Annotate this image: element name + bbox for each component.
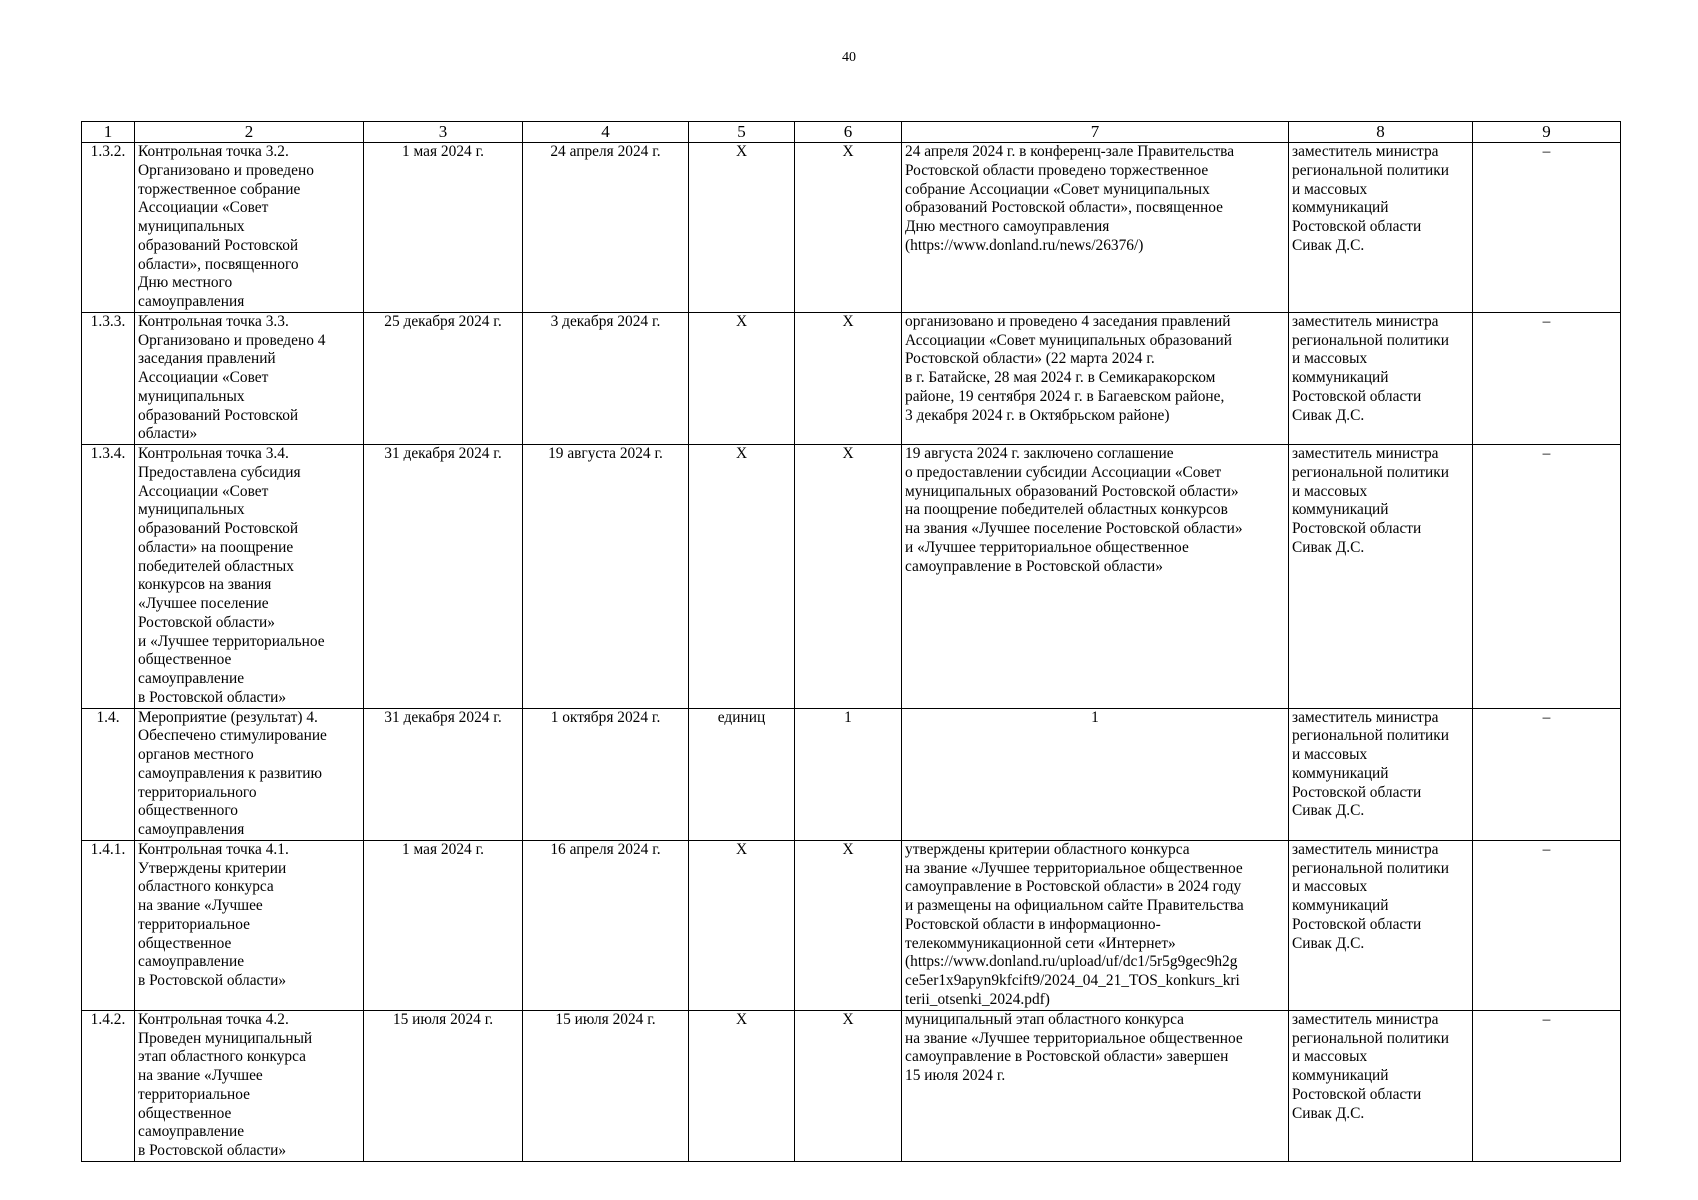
execution-info-line: ce5er1x9apyn9kfcift9/2024_04_21_TOS_konkurs_kri [905,972,1240,989]
page-number: 40 [842,50,856,65]
item-name-line: областного конкурса [138,878,274,896]
report-table [81,121,1621,1162]
execution-info-line: 1 [1091,708,1099,726]
responsible-person-line: Ростовской области [1292,1085,1422,1103]
item-name-line: общественное [138,934,232,952]
responsible-person-line: и массовых [1292,482,1368,500]
item-name-line: муниципальных [138,501,245,519]
item-name [135,1010,364,1161]
table-row [82,143,1621,313]
responsible-person-line: заместитель министра [1292,143,1439,160]
execution-info-line: муниципальных образований Ростовской области» [905,482,1239,500]
column-header-3: 3 [364,122,523,143]
execution-info-line: (https://www.donland.ru/news/26376/) [905,236,1144,254]
item-name-line: Дню местного [138,274,233,292]
responsible-person [1289,708,1473,840]
plan-date: 1 мая 2024 г. [364,143,523,313]
responsible-person [1289,1010,1473,1161]
item-name-line: Контрольная точка 3.2. [138,143,289,160]
row-number: 1.3.3. [82,312,135,444]
responsible-person-line: коммуникаций [1292,199,1389,217]
item-name-line: в Ростовской области» [138,688,287,706]
execution-info-line: и «Лучшее территориальное общественное [905,538,1189,556]
item-name-line: самоуправление [138,670,245,687]
responsible-person-line: заместитель министра [1292,1010,1439,1028]
value: Х [795,143,902,313]
item-name [135,708,364,840]
fact-date: 3 декабря 2024 г. [523,312,689,444]
column-header-2: 2 [135,122,364,143]
execution-info-line: на звания «Лучшее поселение Ростовской области» [905,520,1243,537]
execution-info-line: телекоммуникационной сети «Интернет» [905,934,1176,952]
item-name-line: Утверждены критерии [138,859,287,877]
plan-date: 1 мая 2024 г. [364,840,523,1010]
responsible-person-line: Ростовской области [1292,783,1422,801]
item-name [135,143,364,313]
execution-info [902,143,1289,313]
execution-info [902,1010,1289,1161]
execution-info [902,708,1289,840]
value: Х [795,312,902,444]
note: – [1473,445,1621,709]
responsible-person-line: региональной политики [1292,1029,1450,1047]
execution-info-line: 24 апреля 2024 г. в конференц-зале Правительства [905,143,1235,160]
responsible-person-line: Сивак Д.С. [1292,934,1365,952]
execution-info [902,312,1289,444]
responsible-person-line: коммуникаций [1292,764,1389,782]
responsible-person [1289,312,1473,444]
item-name-line: Организовано и проведено [138,161,314,179]
execution-info-line: Ростовской области в информационно- [905,915,1161,933]
row-number: 1.4.1. [82,840,135,1010]
responsible-person [1289,445,1473,709]
fact-date: 15 июля 2024 г. [523,1010,689,1161]
plan-date: 25 декабря 2024 г. [364,312,523,444]
item-name [135,840,364,1010]
item-name-line: Обеспечено стимулирование [138,727,327,745]
table-row [82,445,1621,709]
responsible-person-line: заместитель министра [1292,708,1439,726]
column-header-5: 5 [689,122,795,143]
item-name-line: Контрольная точка 4.1. [138,840,289,858]
responsible-person-line: региональной политики [1292,331,1450,349]
execution-info-line: 15 июля 2024 г. [905,1067,1006,1084]
execution-info-line: terii_otsenki_2024.pdf) [905,990,1050,1008]
item-name-line: торжественное собрание [138,180,301,198]
execution-info-line: собрание Ассоциации «Совет муниципальных [905,180,1210,198]
column-header-6: 6 [795,122,902,143]
column-header-1: 1 [82,122,135,143]
item-name-line: на звание «Лучшее [138,897,263,914]
responsible-person-line: заместитель министра [1292,445,1439,462]
item-name-line: общественное [138,651,232,669]
row-number: 1.3.2. [82,143,135,313]
execution-info-line: в г. Батайске, 28 мая 2024 г. в Семикаракорском [905,369,1216,386]
item-name-line: Ростовской области» [138,613,275,631]
execution-info-line: организовано и проведено 4 заседания правлений [905,312,1231,330]
item-name-line: заседания правлений [138,350,276,368]
table-row [82,840,1621,1010]
item-name-line: области» на поощрение [138,538,294,556]
item-name-line: самоуправление [138,953,245,971]
column-header-4: 4 [523,122,689,143]
item-name-line: территориального [138,783,257,801]
table-row [82,708,1621,840]
item-name-line: образований Ростовской [138,520,299,537]
row-number: 1.4.2. [82,1010,135,1161]
item-name-line: Контрольная точка 3.3. [138,312,289,330]
unit: Х [689,143,795,313]
fact-date: 1 октября 2024 г. [523,708,689,840]
responsible-person-line: Ростовской области [1292,387,1422,405]
responsible-person-line: коммуникаций [1292,501,1389,519]
item-name-line: Предоставлена субсидия [138,463,301,481]
responsible-person [1289,143,1473,313]
responsible-person [1289,840,1473,1010]
item-name-line: территориальное [138,1085,250,1103]
item-name-line: победителей областных [138,557,294,575]
item-name-line: Проведен муниципальный [138,1029,313,1047]
item-name-line: Ассоциации «Совет [138,369,269,386]
column-header-7: 7 [902,122,1289,143]
plan-date: 31 декабря 2024 г. [364,708,523,840]
item-name-line: муниципальных [138,218,245,235]
item-name-line: самоуправление [138,1123,245,1141]
note: – [1473,708,1621,840]
note: – [1473,143,1621,313]
execution-info-line: муниципальный этап областного конкурса [905,1010,1184,1028]
execution-info-line: на звание «Лучшее территориальное общественное [905,859,1243,877]
item-name-line: самоуправления [138,821,245,838]
responsible-person-line: и массовых [1292,878,1368,896]
execution-info [902,840,1289,1010]
item-name-line: Организовано и проведено 4 [138,331,326,349]
item-name [135,445,364,709]
note: – [1473,840,1621,1010]
execution-info-line: утверждены критерии областного конкурса [905,840,1190,858]
item-name-line: в Ростовской области» [138,1142,287,1159]
execution-info-line: районе, 19 сентября 2024 г. в Багаевском районе, [905,387,1225,405]
responsible-person-line: и массовых [1292,350,1368,368]
plan-date: 15 июля 2024 г. [364,1010,523,1161]
item-name-line: Мероприятие (результат) 4. [138,708,318,726]
item-name-line: области» [138,425,198,443]
column-header-9: 9 [1473,122,1621,143]
execution-info-line: (https://www.donland.ru/upload/uf/dc1/5r5g9gec9h2g [905,953,1238,971]
execution-info-line: Дню местного самоуправления [905,218,1110,235]
execution-info-line: Ростовской области» (22 марта 2024 г. [905,350,1155,368]
responsible-person-line: региональной политики [1292,727,1450,745]
item-name-line: и «Лучшее территориальное [138,632,325,650]
item-name-line: конкурсов на звания [138,576,272,594]
item-name-line: общественное [138,1104,232,1122]
item-name-line: на звание «Лучшее [138,1067,263,1084]
fact-date: 19 августа 2024 г. [523,445,689,709]
fact-date: 16 апреля 2024 г. [523,840,689,1010]
unit: Х [689,1010,795,1161]
responsible-person-line: заместитель министра [1292,312,1439,330]
unit: единиц [689,708,795,840]
execution-info-line: самоуправление в Ростовской области» [905,557,1163,575]
item-name [135,312,364,444]
row-number: 1.3.4. [82,445,135,709]
execution-info [902,445,1289,709]
execution-info-line: Ростовской области проведено торжественное [905,161,1209,179]
responsible-person-line: коммуникаций [1292,369,1389,386]
unit: Х [689,445,795,709]
responsible-person-line: Ростовской области [1292,218,1422,235]
table-row [82,1010,1621,1161]
execution-info-line: 19 августа 2024 г. заключено соглашение [905,445,1174,462]
item-name-line: Контрольная точка 4.2. [138,1010,289,1028]
row-number: 1.4. [82,708,135,840]
item-name-line: «Лучшее поселение [138,595,269,612]
header-row [82,122,1621,143]
plan-date: 31 декабря 2024 г. [364,445,523,709]
execution-info-line: самоуправление в Ростовской области» в 2024 году [905,878,1242,896]
responsible-person-line: и массовых [1292,746,1368,763]
execution-info-line: на звание «Лучшее территориальное общественное [905,1029,1243,1047]
responsible-person-line: Сивак Д.С. [1292,1104,1365,1122]
table-body [82,143,1621,1162]
responsible-person-line: заместитель министра [1292,840,1439,858]
item-name-line: образований Ростовской [138,236,299,254]
responsible-person-line: Ростовской области [1292,915,1422,933]
responsible-person-line: и массовых [1292,180,1368,198]
execution-info-line: 3 декабря 2024 г. в Октябрьском районе) [905,406,1170,424]
responsible-person-line: Сивак Д.С. [1292,406,1365,424]
item-name-line: в Ростовской области» [138,972,287,989]
execution-info-line: и размещены на официальном сайте Правительства [905,897,1244,914]
item-name-line: самоуправления к развитию [138,764,323,782]
execution-info-line: Ассоциации «Совет муниципальных образований [905,331,1232,349]
item-name-line: органов местного [138,746,254,763]
responsible-person-line: региональной политики [1292,161,1450,179]
note: – [1473,1010,1621,1161]
item-name-line: самоуправления [138,293,245,310]
unit: Х [689,840,795,1010]
column-header-8: 8 [1289,122,1473,143]
execution-info-line: самоуправление в Ростовской области» завершен [905,1048,1229,1066]
item-name-line: образований Ростовской [138,406,299,424]
execution-info-line: образований Ростовской области», посвященное [905,199,1223,217]
responsible-person-line: коммуникаций [1292,897,1389,914]
item-name-line: Контрольная точка 3.4. [138,445,289,462]
value: Х [795,445,902,709]
unit: Х [689,312,795,444]
item-name-line: Ассоциации «Совет [138,199,269,217]
item-name-line: общественного [138,802,238,820]
item-name-line: области», посвященного [138,255,299,273]
item-name-line: муниципальных [138,387,245,405]
item-name-line: этап областного конкурса [138,1048,306,1066]
item-name-line: Ассоциации «Совет [138,482,269,500]
item-name-line: территориальное [138,915,250,933]
execution-info-line: на поощрение победителей областных конкурсов [905,501,1228,519]
fact-date: 24 апреля 2024 г. [523,143,689,313]
table-row [82,312,1621,444]
responsible-person-line: региональной политики [1292,463,1450,481]
responsible-person-line: коммуникаций [1292,1067,1389,1084]
responsible-person-line: и массовых [1292,1048,1368,1066]
value: Х [795,1010,902,1161]
value: Х [795,840,902,1010]
responsible-person-line: Сивак Д.С. [1292,538,1365,556]
responsible-person-line: региональной политики [1292,859,1450,877]
note: – [1473,312,1621,444]
execution-info-line: о предоставлении субсидии Ассоциации «Совет [905,463,1222,481]
responsible-person-line: Ростовской области [1292,520,1422,537]
responsible-person-line: Сивак Д.С. [1292,236,1365,254]
value: 1 [795,708,902,840]
responsible-person-line: Сивак Д.С. [1292,802,1365,820]
